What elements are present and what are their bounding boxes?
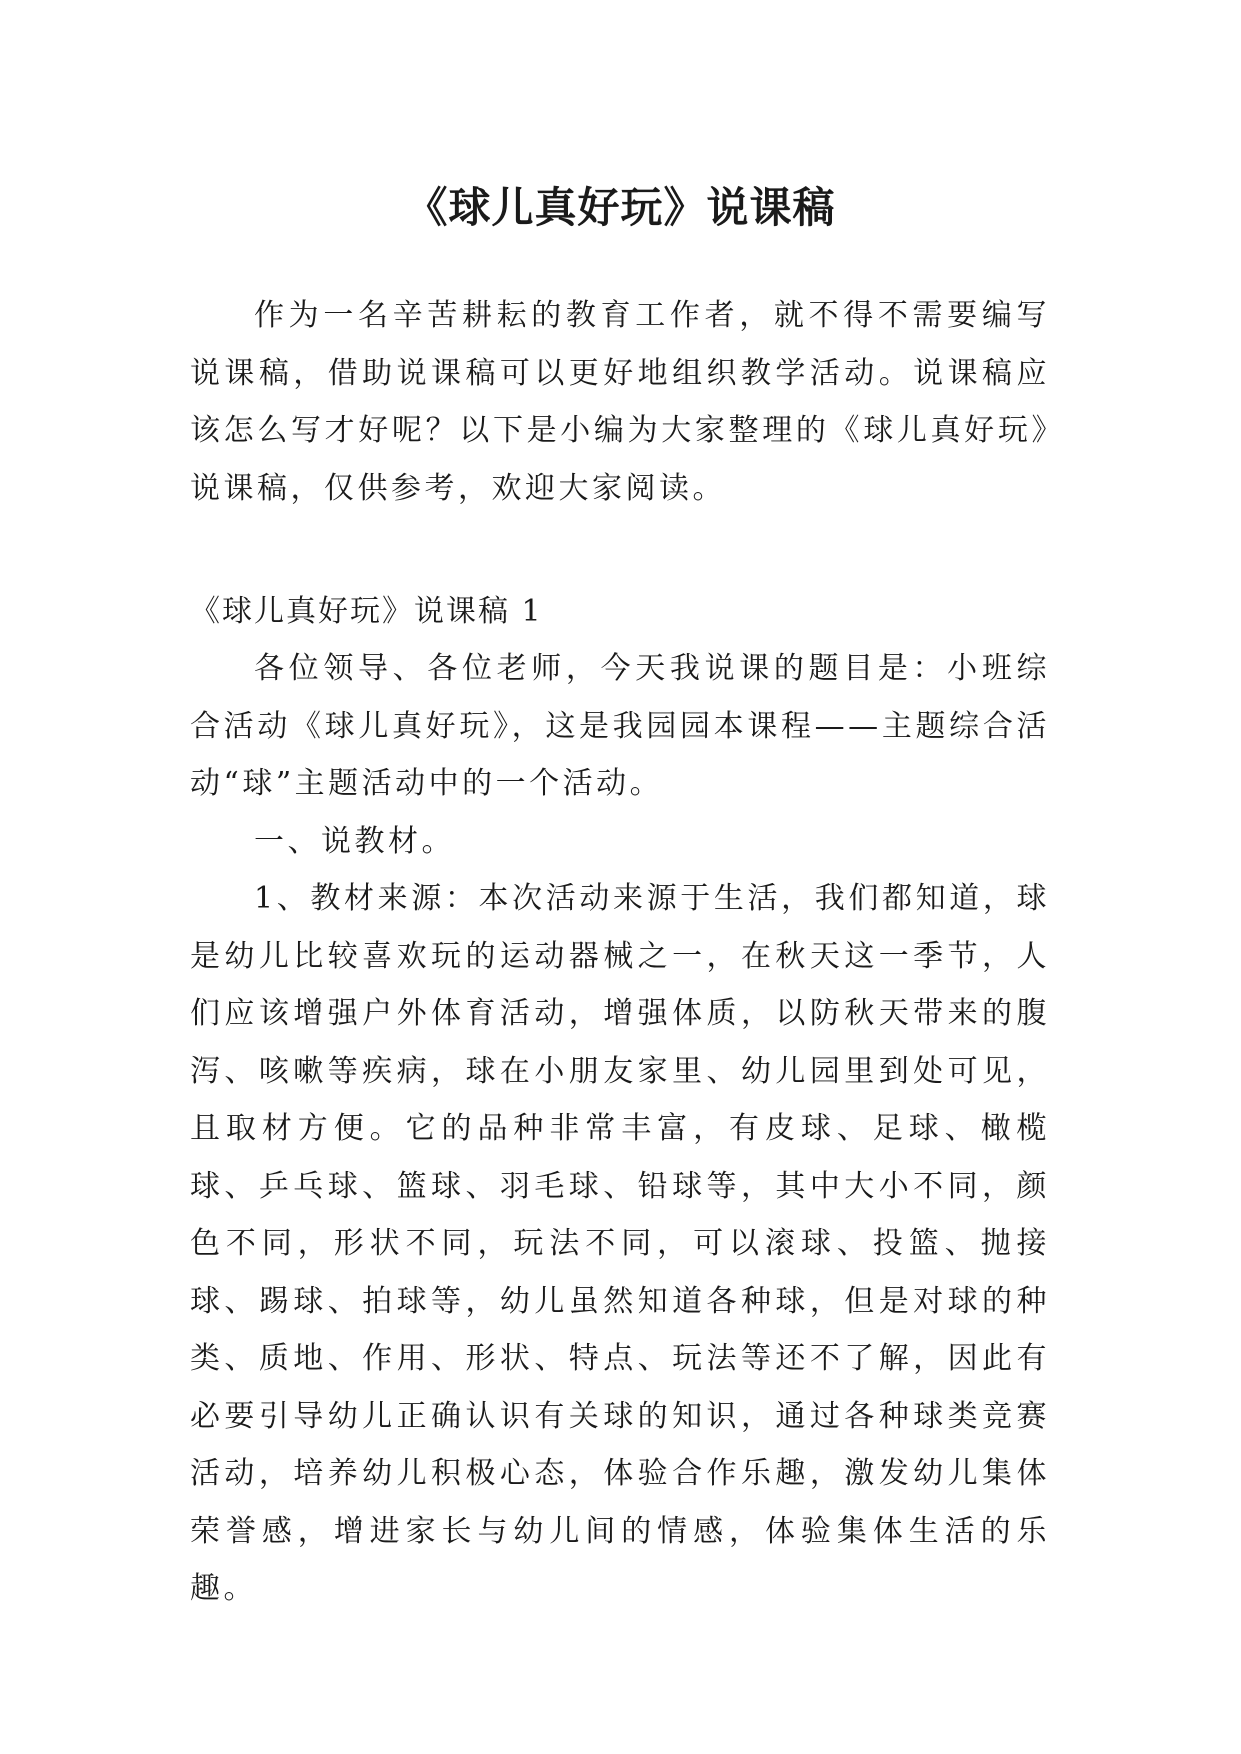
section-heading: 《球儿真好玩》说课稿 1: [190, 594, 543, 629]
intro-paragraph: 作为一名辛苦耕耘的教育工作者，就不得不需要编写说课稿，借助说课稿可以更好地组织教学活动。说课稿应该怎么写才好呢？以下是小编为大家整理的《球儿真好玩》说课稿，仅供参考，欢迎大家阅读。: [190, 298, 1050, 506]
document-title: 《球儿真好玩》说课稿: [405, 183, 836, 233]
paragraph-opening: 各位领导、各位老师，今天我说课的题目是：小班综合活动《球儿真好玩》，这是我园园本课程——主题综合活动“球”主题活动中的一个活动。: [190, 651, 1050, 801]
paragraph-heading-textbook: 一、说教材。: [254, 824, 455, 859]
paragraph-textbook-source: 1、教材来源：本次活动来源于生活，我们都知道，球是幼儿比较喜欢玩的运动器械之一，在秋天这一季节，人们应该增强户外体育活动，增强体质，以防秋天带来的腹泻、咳嗽等疾病，球在小朋友家里、幼儿园里到处可见，且取材方便。它的品种非常丰富，有皮球、足球、橄榄球、乒乓球、篮球、羽毛球、铅球等，其中大小不同，颜色不同，形状不同，玩法不同，可以滚球、投篮、抛接球、踢球、拍球等，幼儿虽然知道各种球，但是对球的种类、质地、作用、形状、特点、玩法等还不了解，因此有必要引导幼儿正确认识有关球的知识，通过各种球类竞赛活动，培养幼儿积极心态，体验合作乐趣，激发幼儿集体荣誉感，增进家长与幼儿间的情感，体验集体生活的乐趣。: [190, 881, 1050, 1606]
